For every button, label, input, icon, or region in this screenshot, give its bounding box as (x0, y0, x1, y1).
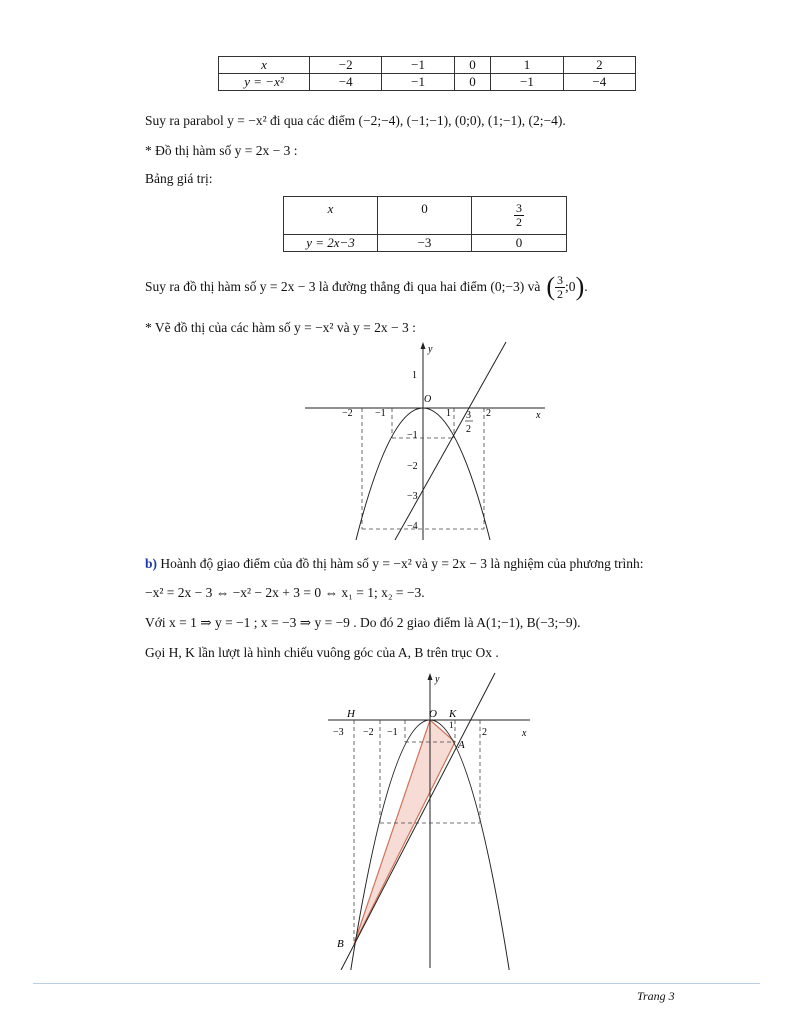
graph-triangle (325, 668, 535, 970)
projection-text: Gọi H, K lần lượt là hình chiếu vuông góc của A, B trên trục Ox . (145, 645, 499, 660)
point-b-label: B (337, 938, 344, 950)
origin-label: O (429, 708, 437, 720)
tick-y-neg2: −2 (407, 461, 418, 472)
tick-x-neg2: −2 (363, 727, 374, 738)
y-axis-arrow-icon (421, 342, 426, 349)
line-points-frac (555, 274, 565, 301)
paren-left: ( (546, 272, 556, 301)
triangle-oab (354, 720, 455, 944)
frac-den: 2 (557, 286, 564, 301)
parabola-points-text: Suy ra parabol y = −x² đi qua các điểm (−2;−4), (−1;−1), (0;0), (1;−1), (2;−4). (145, 113, 566, 128)
table2-y-label: y = 2x−3 (284, 235, 378, 252)
table2-x1-num: 3 (516, 201, 522, 215)
origin-label: O (424, 394, 432, 405)
table1-y-cell: −4 (310, 74, 382, 91)
table1-y-cell: −1 (491, 74, 563, 91)
table1-x-label: x (219, 57, 310, 74)
tick-x-2: 2 (482, 727, 487, 738)
x-axis-label: x (522, 728, 527, 739)
tick-x-neg1: −1 (375, 408, 386, 419)
table2-x-label: x (284, 197, 378, 235)
tick-x-frac-den: 2 (466, 424, 471, 435)
line-points-text: Suy ra đồ thị hàm số y = 2x − 3 là đường thẳng đi qua hai điểm (0;−3) và ( $\frac{3}{2}$ ;0 ) . (145, 272, 588, 301)
value-table-parabola (218, 56, 636, 91)
y-axis-arrow-icon (428, 673, 433, 680)
tick-x-1: 1 (449, 720, 454, 730)
tick-x-neg2: −2 (342, 408, 353, 419)
table2-x1-den: 2 (516, 215, 522, 229)
tick-y-neg3: −3 (407, 491, 418, 502)
tick-x-neg3: −3 (333, 727, 344, 738)
tick-x-frac-num: 3 (466, 410, 471, 421)
line-curve (341, 673, 495, 970)
table2-x0: 0 (378, 197, 472, 235)
y-axis-label: y (428, 344, 433, 355)
line-heading: * Đồ thị hàm số y = 2x − 3 : (145, 143, 298, 158)
table1-x-cell: −2 (310, 57, 382, 74)
table2-y1: 0 (472, 235, 567, 252)
x-axis-label: x (536, 410, 541, 421)
table1-y-label: y = −x² (219, 74, 310, 91)
y-axis-label: y (435, 674, 440, 685)
tick-x-1: 1 (446, 408, 451, 419)
point-a-label: A (458, 739, 465, 751)
intersections-text: Với x = 1 ⇒ y = −1 ; x = −3 ⇒ y = −9 . Do đó 2 giao điểm là A(1;−1), B(−3;−9). (145, 615, 581, 630)
page-number: Trang 3 (637, 989, 675, 1003)
table1-y-cell: 0 (454, 74, 491, 91)
table1-y-cell: −4 (563, 74, 635, 91)
frac-num: 3 (557, 272, 564, 287)
table2-x1 (472, 197, 567, 235)
line-points-pre: Suy ra đồ thị hàm số y = 2x − 3 là đường thẳng đi qua hai điểm (0;−3) và (145, 279, 541, 294)
line-points-post: ;0 (565, 279, 576, 294)
draw-heading: * Vẽ đồ thị của các hàm số y = −x² và y = 2x − 3 : (145, 320, 416, 335)
part-b-body: Hoành độ giao điểm của đồ thị hàm số y = −x² và y = 2x − 3 là nghiệm của phương trình: (157, 556, 644, 571)
graph-parabola-line (300, 338, 550, 543)
tick-x-neg1: −1 (387, 727, 398, 738)
value-table-line (283, 196, 567, 252)
point-k-label: K (449, 708, 457, 720)
footer-divider (33, 983, 760, 984)
paren-right: ) (575, 272, 585, 301)
tick-y-neg4: −4 (407, 521, 418, 532)
tick-y-neg1: −1 (407, 430, 418, 441)
table1-y-cell: −1 (382, 74, 454, 91)
tick-y-1: 1 (412, 370, 417, 381)
guide-lines (354, 720, 480, 944)
equation-text: −x² = 2x − 3 ⇔ −x² − 2x + 3 = 0 ⇔ x₁ = 1; x₂ = −3. (145, 585, 425, 600)
table1-x-cell: −1 (382, 57, 454, 74)
table2-y0: −3 (378, 235, 472, 252)
value-table-label: Bảng giá trị: (145, 171, 213, 186)
part-b-label: b) (145, 556, 158, 571)
table1-x-cell: 2 (563, 57, 635, 74)
table1-x-cell: 1 (491, 57, 563, 74)
part-b-text (145, 555, 644, 573)
table1-x-cell: 0 (454, 57, 491, 74)
tick-x-2: 2 (486, 408, 491, 419)
point-h-label: H (347, 708, 355, 720)
